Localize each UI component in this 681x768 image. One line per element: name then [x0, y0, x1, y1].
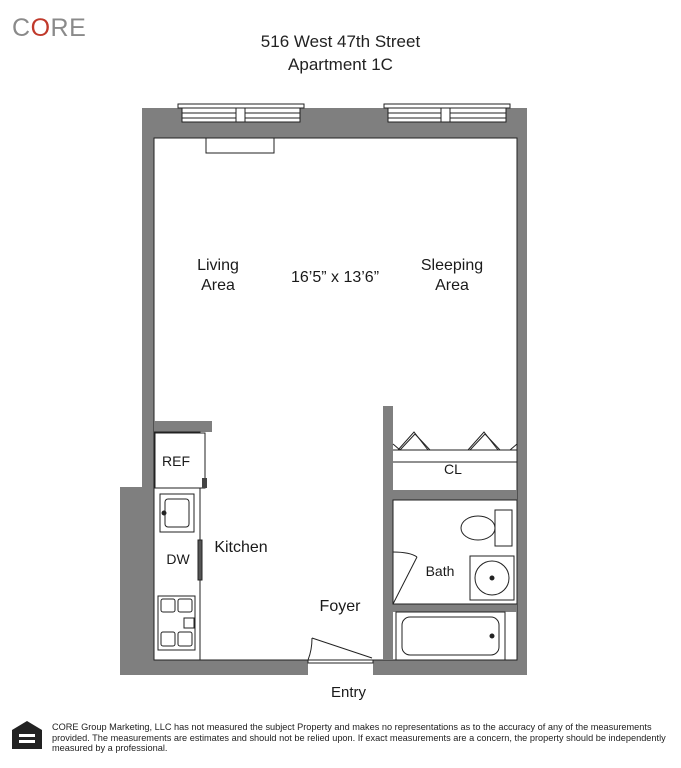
room-dimensions: 16’5” x 13’6”	[290, 269, 380, 286]
window-left	[178, 104, 304, 122]
bathtub	[396, 612, 505, 660]
kitchen-sink	[160, 494, 194, 532]
address-line-2: Apartment 1C	[288, 55, 393, 74]
closet-doors	[393, 432, 517, 450]
sleeping-label-line1: Sleeping	[420, 257, 484, 274]
entry-door	[308, 638, 373, 663]
dishwasher	[198, 540, 202, 580]
dishwasher-label: DW	[166, 551, 190, 567]
entry-label: Entry	[330, 684, 366, 701]
exterior-walls	[120, 108, 527, 675]
kitchen-partition	[154, 421, 212, 432]
radiator	[206, 138, 274, 153]
core-logo: CORE	[12, 14, 87, 42]
bath-door	[393, 552, 417, 604]
room-outline	[154, 138, 517, 660]
living-label-line2: Area	[201, 277, 235, 294]
wall-segment	[142, 420, 154, 490]
refrigerator-label: REF	[162, 453, 190, 469]
stove	[158, 596, 195, 650]
living-label-line1: Living	[197, 257, 239, 274]
kitchen-label: Kitchen	[214, 539, 268, 556]
sleeping-label-line2: Area	[435, 277, 469, 294]
closet-label: CL	[444, 461, 462, 477]
disclaimer-text: CORE Group Marketing, LLC has not measured the subject Property and makes no representations as to the accuracy of any of the measurements provided. The measurements are estimates and should not be relied upon. If exact measurements are a concern, the property should be independently measured by a professional.	[52, 722, 666, 753]
window-right	[384, 104, 510, 122]
bathroom	[393, 500, 517, 604]
bath-label: Bath	[425, 563, 455, 579]
equal-housing-icon	[11, 720, 43, 750]
foyer-label: Foyer	[319, 598, 361, 615]
address-line-1: 516 West 47th Street	[260, 32, 421, 51]
